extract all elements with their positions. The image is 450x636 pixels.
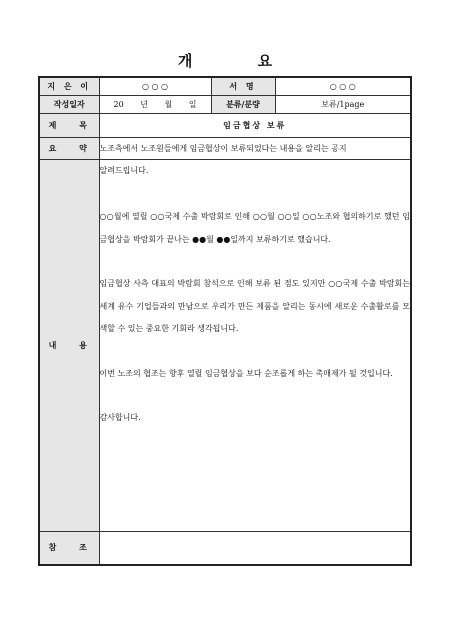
category-value: 보류/1page [275,95,411,113]
content-body [99,159,411,531]
content-paragraph: 감사합니다. [99,413,141,422]
content-paragraph: 임금협상 사측 대표의 박람회 참석으로 인해 보류 된 점도 있지만 ○○국제 수출 박람회는 세계 유수 기업들과의 만남으로 우리가 만든 제품을 알리는 동시에 새로운 수출활로를 모색할 수 있는 중요한 기회라 생각됩니다. [99,279,410,333]
content-paragraph: ○○월에 열릴 ○○국제 수출 박람회로 인해 ○○월 ○○일 ○○노조와 협의하기로 했던 임금협상을 박람회가 끝나는 ●●월 ●●일까지 보류하기로 했습니다. [99,212,410,244]
signer-value: ○ ○ ○ [275,77,411,95]
row-date [39,95,411,113]
row-reference [39,531,411,565]
content-label: 내 용 [39,159,99,531]
reference-value [99,531,411,565]
reference-label: 참 조 [39,531,99,565]
row-subject [39,113,411,137]
summary-label: 요 약 [39,137,99,159]
date-label: 작성일자 [39,95,99,113]
row-content [39,159,411,531]
row-author [39,77,411,95]
author-value: ○ ○ ○ [99,77,211,95]
category-label: 분류/분량 [211,95,275,113]
content-paragraph: 알려드립니다. [99,165,149,175]
content-paragraph: 이번 노조의 협조는 향후 열릴 임금협상을 보다 순조롭게 하는 촉매제가 될 것입니다. [99,368,393,378]
author-label: 지 은 이 [39,77,99,95]
subject-value: 임금협상 보류 [99,113,411,137]
row-summary [39,137,411,159]
document-title: 개 요 [177,52,303,70]
signer-label: 서 명 [211,77,275,95]
summary-value: 노조측에서 노조원들에게 임금협상이 보류되었다는 내용을 알리는 공지 [99,137,411,159]
overview-form-table [38,76,412,566]
subject-label: 제 목 [39,113,99,137]
date-value: 20 년 월 일 [99,95,211,113]
